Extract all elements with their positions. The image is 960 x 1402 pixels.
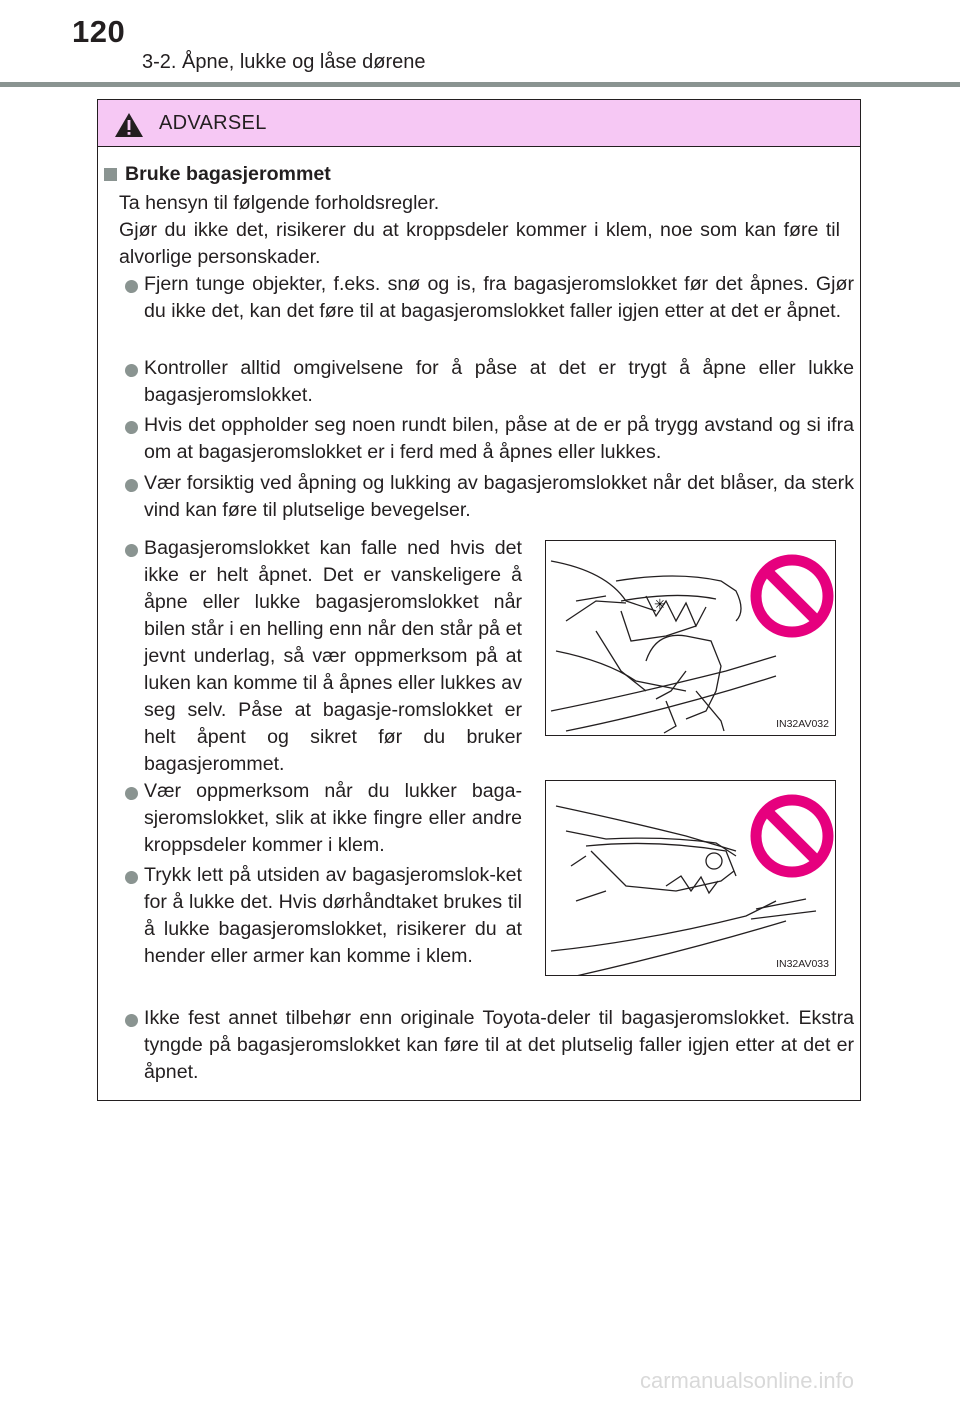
header-rule bbox=[0, 82, 960, 87]
footer-watermark: carmanualsonline.info bbox=[640, 1368, 855, 1393]
bullet-dot-icon bbox=[125, 544, 138, 557]
svg-text:✳: ✳ bbox=[654, 596, 666, 612]
figure-trunk-lid-closing bbox=[545, 780, 836, 976]
heading-square-icon bbox=[104, 168, 117, 181]
warning-heading: Bruke bagasjerommet bbox=[125, 163, 331, 185]
warning-bullet-7: Trykk lett på utsiden av bagasjeromslok-ket for å lukke det. Hvis dørhåndtaket brukes til å lukke bagasjeromslokket, risikerer du at hender eller armer kan komme i klem. bbox=[144, 864, 522, 967]
bullet-dot-icon bbox=[125, 1014, 138, 1027]
warning-label: ADVARSEL bbox=[159, 112, 267, 134]
warning-bullet-5: Bagasjeromslokket kan falle ned hvis det ikke er helt åpnet. Det er vanskeligere å åpne eller lukke bagasjeromslokket når bilen står i en helling enn når den står på et jevnt underlag, så vær oppmerksom på at luken kan komme til å åpnes eller lukkes av seg selv. Påse at bagasje-romslokket er helt åpent og sikret før du bruker bagasjerommet. bbox=[144, 537, 522, 775]
car-trunk-illustration bbox=[546, 541, 836, 736]
bullet-dot-icon bbox=[125, 280, 138, 293]
car-trunk-closing-illustration bbox=[546, 781, 836, 976]
bullet-dot-icon bbox=[125, 479, 138, 492]
warning-bullet-2: Kontroller alltid omgivelsene for å påse at det er trygt å åpne eller lukke bagasjeromslokket. bbox=[144, 357, 854, 406]
warning-bullet-3: Hvis det oppholder seg noen rundt bilen, påse at de er på trygg avstand og si ifra om at bagasjeromslokket er i ferd med å åpnes eller lukkes. bbox=[144, 414, 854, 463]
warning-bullet-4: Vær forsiktig ved åpning og lukking av bagasjeromslokket når det blåser, da sterk vind kan føre til plutselige bevegelser. bbox=[144, 472, 854, 521]
warning-bullet-1: Fjern tunge objekter, f.eks. snø og is, fra bagasjeromslokket før det åpnes. Gjør du ikke det, kan det føre til at bagasjeromslokket faller igjen etter at det er åpnet. bbox=[144, 273, 854, 322]
figure-trunk-lid-falling bbox=[545, 540, 836, 736]
section-title: 3-2. Åpne, lukke og låse dørene bbox=[142, 51, 426, 73]
bullet-dot-icon bbox=[125, 364, 138, 377]
warning-triangle-icon bbox=[114, 112, 144, 138]
page-header bbox=[0, 0, 960, 90]
page-number: 120 bbox=[72, 14, 126, 49]
warning-header bbox=[98, 100, 860, 147]
warning-intro: Ta hensyn til følgende forholdsregler. Gjør du ikke det, risikerer du at kroppsdeler kommer i klem, noe som kan føre til alvorlige personskader. bbox=[119, 192, 840, 268]
warning-bullet-8: Ikke fest annet tilbehør enn originale Toyota-deler til bagasjeromslokket. Ekstra tyngde på bagasjeromslokket kan føre til at det plutselig faller igjen etter at det er åpnet. bbox=[144, 1007, 854, 1083]
bullet-dot-icon bbox=[125, 421, 138, 434]
warning-bullet-6: Vær oppmerksom når du lukker baga-sjeromslokket, slik at ikke fingre eller andre kroppsdeler kommer i klem. bbox=[144, 780, 522, 856]
bullet-dot-icon bbox=[125, 787, 138, 800]
bullet-dot-icon bbox=[125, 871, 138, 884]
figure-code: IN32AV032 bbox=[776, 718, 829, 730]
figure-code: IN32AV033 bbox=[776, 958, 829, 970]
